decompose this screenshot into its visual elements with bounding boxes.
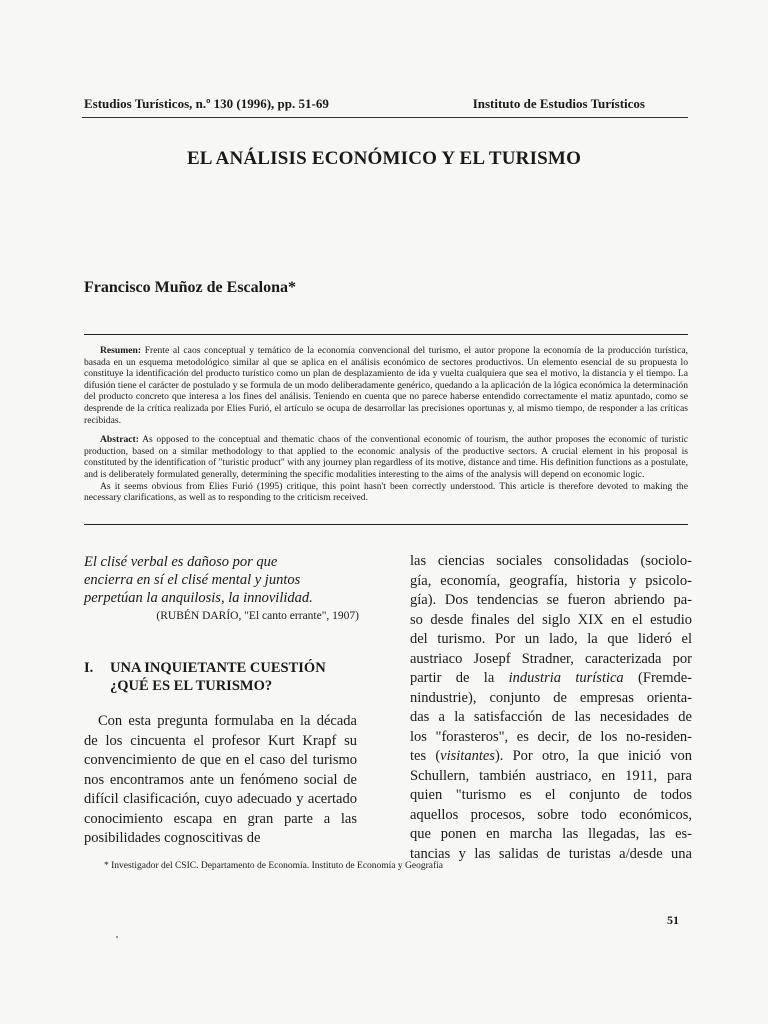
epigraph-source: (RUBÉN DARÍO, "El canto errante", 1907) bbox=[156, 610, 359, 622]
body-line: quien "turismo es el conjunto de todos bbox=[410, 787, 692, 803]
section-title-line1: UNA INQUIETANTE CUESTIÓN bbox=[110, 660, 326, 676]
resumen-label: Resumen: bbox=[100, 345, 142, 356]
journal-citation: Estudios Turísticos, n.º 130 (1996), pp. 51-69 bbox=[84, 96, 329, 111]
body-line: das a la satisfacción de las necesidades de bbox=[410, 709, 692, 725]
abstract-label: Abstract: bbox=[100, 434, 139, 446]
epigraph-line: El clisé verbal es dañoso por que bbox=[84, 554, 278, 570]
article-title: EL ANÁLISIS ECONÓMICO Y EL TURISMO bbox=[186, 148, 582, 169]
section-heading bbox=[84, 659, 326, 695]
abstract-text-2: As it seems obvious from Elies Furió (1995) critique, this point hasn't been correctly understood. This article is therefore devoted to making the necessary clarifications, as well as to responding to the criticism received. bbox=[84, 480, 688, 504]
body-text: partir de la bbox=[410, 670, 495, 686]
abstract-bottom-rule bbox=[84, 524, 688, 525]
body-text: ). Por otro, la que inició von bbox=[494, 748, 692, 764]
scan-speck bbox=[116, 936, 118, 938]
body-line: gía, economía, geografía, historia y psicolo- bbox=[410, 572, 692, 589]
body-column-right bbox=[410, 552, 692, 864]
body-line: Schullern, también austriaco, en 1911, para bbox=[410, 767, 692, 784]
footnote: * Investigador del CSIC. Departamento de Economía. Instituto de Economía y Geografía bbox=[104, 861, 444, 871]
abstract-paragraph-2 bbox=[84, 481, 688, 504]
abstract-top-rule bbox=[84, 334, 688, 335]
abstract-text: As opposed to the conceptual and thematic chaos of the conventional economic of tourism, the author proposes the economic of turistic production, based on a similar methodology to that applied to the economic analysis of the productive sectors. A crucial element in his proposal is constituted by the identification of "turistic product" with any journey plan regardless of its motive, distance and time. His definition functions as a postulate, and is deliberately formulated generally, determining the specific modalities interesting to the aims of the analysis will depend on economic logic. bbox=[84, 434, 688, 480]
body-line: que ponen en marcha las llegadas, las es- bbox=[410, 826, 692, 842]
abstract-paragraph bbox=[84, 434, 688, 480]
publisher-name: Instituto de Estudios Turísticos bbox=[472, 96, 645, 111]
body-text: tes ( bbox=[410, 748, 441, 764]
body-text: (Fremde- bbox=[638, 670, 692, 686]
body-line bbox=[410, 669, 692, 689]
body-line: austriaco Josepf Stradner, caracterizada por bbox=[410, 650, 692, 667]
body-line: gía). Dos tendencias se fueron abriendo pa- bbox=[410, 592, 692, 608]
body-line: las ciencias sociales consolidadas (sociolo- bbox=[410, 553, 692, 569]
emphasis-term: industria turística bbox=[508, 670, 624, 686]
epigraph-line: perpetúan la anquilosis, la innovilidad. bbox=[84, 590, 313, 606]
epigraph bbox=[84, 553, 374, 607]
section-title-line2: ¿QUÉ ES EL TURISMO? bbox=[110, 678, 273, 694]
body-paragraph: Con esta pregunta formulaba en la década de los cincuenta el profesor Kurt Krapf su convencimiento de que en el caso del turismo nos encontramos ante un fenómeno social de difícil clasificación, cuyo adecuado y acertado conocimiento escapa en gran parte a las posibilidades cognoscitivas de bbox=[84, 713, 357, 846]
resumen-paragraph bbox=[84, 345, 688, 426]
resumen-text: Frente al caos conceptual y temático de la economía convencional del turismo, el autor propone la economía de la producción turística, basada en un esquema metodológico similar al que se aplica en el análisis económico de sectores productivos. Un elemento esencial de su propuesta lo constituye la identificación del producto turístico como un plan de desplazamiento de ida y vuelta cualquiera que sea el motivo, la distancia y el tiempo. La difusión tiene el carácter de postulado y se formula de un modo deliberadamente genérico, quedando a la aplicación de la lógica económica la determinación del producto concreto que interesa a los fines del análisis. Teniendo en cuenta que no parece haberse entendido correctamente el matiz apuntado, como se desprende de la crítica realizada por Elies Furió, el artículo se ocupa de desarrollar las precisiones oportunas y, al mismo tiempo, de responder a las críticas recibidas. bbox=[84, 345, 689, 426]
page-number: 51 bbox=[667, 913, 679, 927]
emphasis-term: visitantes bbox=[440, 748, 495, 764]
abstract-block bbox=[84, 345, 688, 504]
body-column-left bbox=[84, 712, 357, 849]
body-line: los "forasteros", es decir, de los no-residen- bbox=[410, 728, 692, 745]
body-line: tancias y las salidas de turistas a/desde una bbox=[410, 845, 692, 862]
body-line: so desde finales del siglo XIX en el estudio bbox=[410, 611, 692, 628]
header-divider bbox=[82, 117, 688, 118]
body-line: aquellos procesos, sobre todo económicos, bbox=[410, 806, 692, 823]
author-name: Francisco Muñoz de Escalona* bbox=[84, 279, 296, 296]
body-line: del turismo. Por un lado, la que lideró el bbox=[410, 631, 692, 647]
section-number: I. bbox=[84, 660, 94, 676]
epigraph-line: encierra en sí el clisé mental y juntos bbox=[84, 572, 301, 588]
body-line: nindustrie), conjunto de empresas orienta- bbox=[410, 689, 692, 706]
body-line bbox=[410, 747, 692, 767]
